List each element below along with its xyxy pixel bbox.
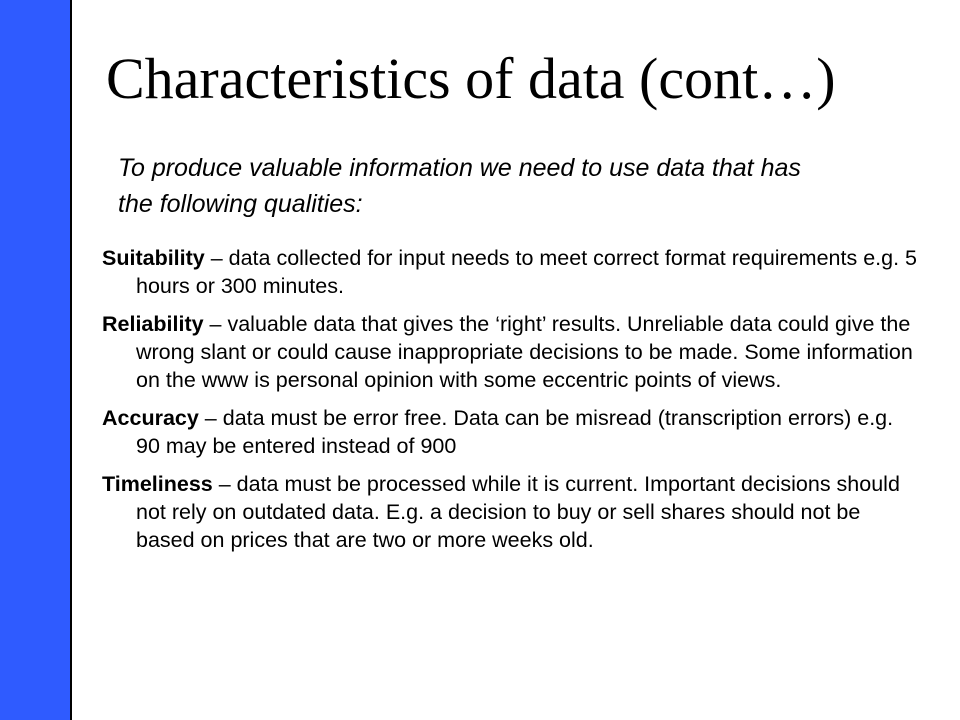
- quality-item-reliability: [102, 310, 922, 394]
- qualities-list: [102, 244, 922, 564]
- quality-term: Accuracy: [102, 406, 199, 430]
- quality-description: – data collected for input needs to meet correct format requirements e.g. 5 hours or 300 minutes.: [136, 246, 917, 298]
- quality-item-timeliness: [102, 470, 922, 554]
- quality-item-accuracy: [102, 404, 922, 460]
- quality-description: – valuable data that gives the ‘right’ results. Unreliable data could give the wrong slant or could cause inappropriate decisions to be made. Some information on the www is personal opinion with some eccentric points of views.: [136, 312, 913, 392]
- quality-description: – data must be processed while it is current. Important decisions should not rely on outdated data. E.g. a decision to buy or sell shares should not be based on prices that are two or more weeks old.: [136, 472, 900, 552]
- quality-term: Suitability: [102, 246, 205, 270]
- quality-description: – data must be error free. Data can be misread (transcription errors) e.g. 90 may be entered instead of 900: [136, 406, 894, 458]
- quality-term: Reliability: [102, 312, 204, 336]
- quality-item-suitability: [102, 244, 922, 300]
- quality-term: Timeliness: [102, 472, 213, 496]
- slide-title: Characteristics of data (cont…): [106, 46, 836, 111]
- intro-text: To produce valuable information we need to use data that has the following qualities:: [118, 154, 801, 218]
- side-accent-bar: [0, 0, 72, 720]
